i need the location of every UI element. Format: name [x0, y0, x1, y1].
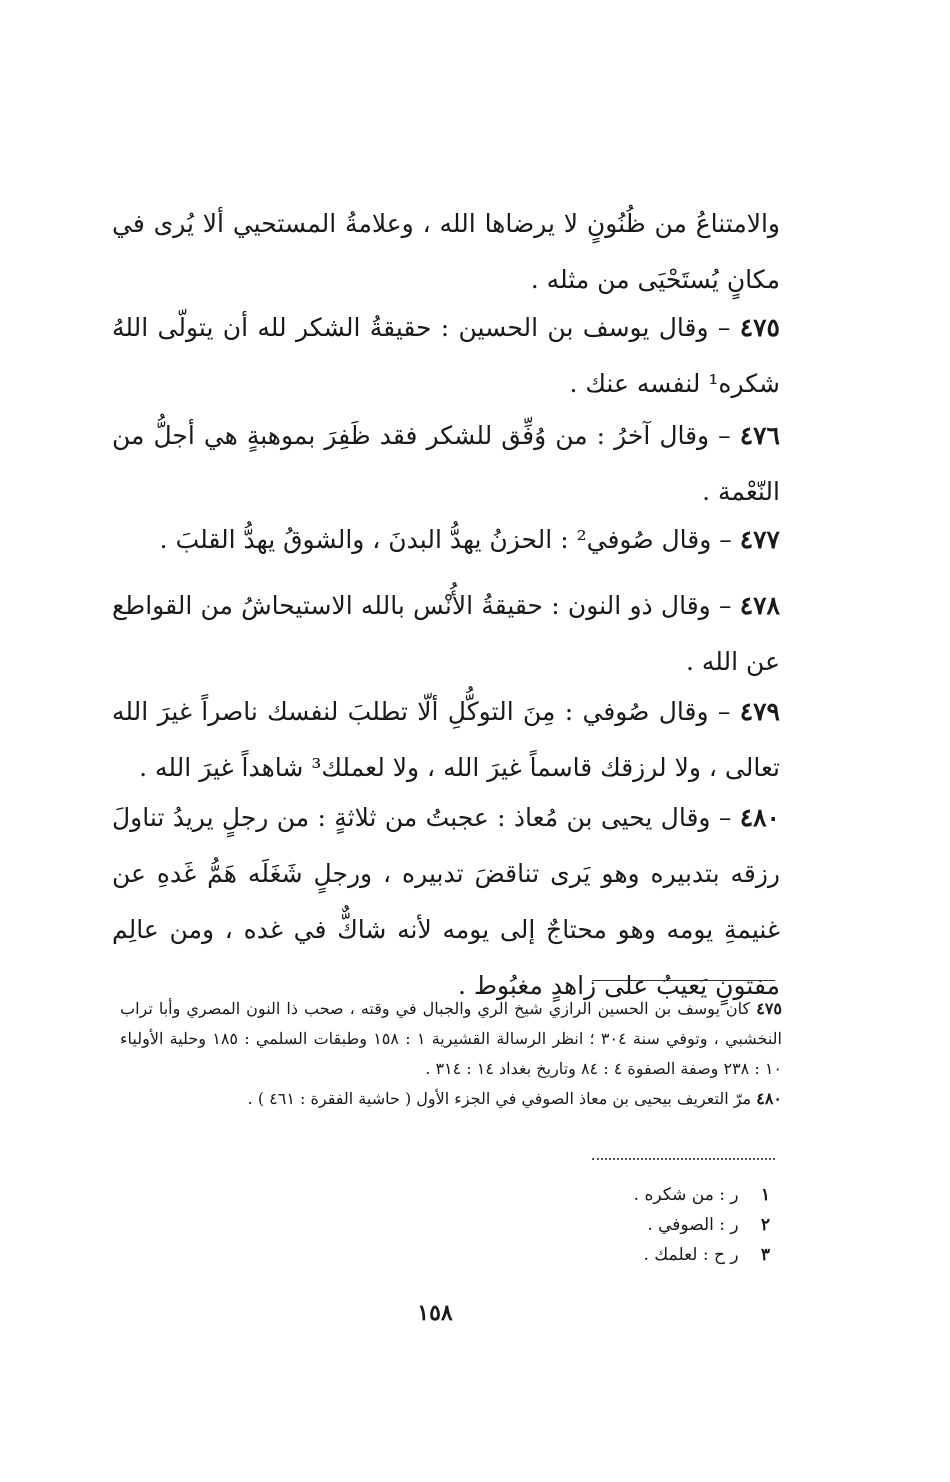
paragraph-478	[112, 578, 780, 690]
variant-text: ر : الصوفي .	[647, 1215, 739, 1235]
paragraph-text: – وقال يوسف بن الحسين : حقيقةُ الشكر لله أن يتولّى اللهُ شكره¹ لنفسه عنك .	[112, 313, 780, 398]
footnote-number: ٤٨٠	[756, 1089, 782, 1108]
paragraph-text: – وقال ذو النون : حقيقةُ الأُنْس بالله الاستيحاشُ من القواطع عن الله .	[112, 591, 780, 676]
page-number: ١٥٨	[417, 1300, 453, 1326]
paragraph-text: – وقال صُوفي² : الحزنُ يهدُّ البدنَ ، والشوقُ يهدُّ القلبَ .	[159, 525, 732, 554]
paragraph-476	[112, 408, 780, 520]
paragraph-number: ٤٨٠	[739, 803, 780, 832]
paragraph-continuation	[112, 196, 780, 308]
paragraph-number: ٤٧٦	[739, 421, 780, 450]
paragraph-477	[112, 512, 780, 568]
paragraph-text: – وقال آخرُ : من وُفِّق للشكر فقد ظَفِرَ بموهبةٍ هي أجلُّ من النّعْمة .	[112, 421, 780, 506]
variant-number: ١	[760, 1185, 770, 1205]
paragraph-number: ٤٧٧	[739, 525, 780, 554]
footnote-separator	[592, 980, 775, 981]
paragraph-text: – وقال يحيى بن مُعاذ : عجبتُ من ثلاثةٍ : من رجلٍ يريدُ تناولَ رزقه بتدبيره وهو يَرى تناقضَ تدبيره ، ورجلٍ شَغَلَه هَمُّ غَدهِ عن غنيمةِ يومه وهو محتاجٌ إلى يومه لأنه شاكٌّ في غده ، ومن عالِم مفتونٍ يَعيبُ على زاهدٍ مغبُوط .	[112, 803, 780, 1000]
paragraph-number: ٤٧٥	[739, 313, 780, 342]
variant-text: ر : من شكره .	[633, 1185, 739, 1205]
variant-item	[560, 1240, 770, 1270]
footnote-item	[120, 994, 782, 1084]
footnote-text: مرّ التعريف بيحيى بن معاذ الصوفي في الجزء الأول ( حاشية الفقرة : ٤٦١ ) .	[247, 1089, 752, 1108]
paragraph-number: ٤٧٩	[739, 697, 780, 726]
paragraph-479	[112, 684, 780, 796]
variant-item	[560, 1180, 770, 1210]
footnote-number: ٤٧٥	[756, 999, 782, 1018]
variant-text: ر ح : لعلمك .	[643, 1245, 739, 1265]
variant-number: ٣	[760, 1245, 770, 1265]
variants-separator	[592, 1158, 775, 1160]
paragraph-number: ٤٧٨	[739, 591, 780, 620]
footnotes	[120, 994, 782, 1114]
variant-number: ٢	[760, 1215, 770, 1235]
paragraph-text: والامتناعُ من ظُنُونٍ لا يرضاها الله ، وعلامةُ المستحيي ألا يُرى في مكانٍ يُستَحْيَى من مثله .	[112, 209, 780, 294]
manuscript-variants	[560, 1180, 770, 1270]
paragraph-text: – وقال صُوفي : مِنَ التوكُّلِ ألّا تطلبَ لنفسك ناصراً غيرَ الله تعالى ، ولا لرزقك قاسماً غيرَ الله ، ولا لعملك³ شاهداً غيرَ الله .	[112, 697, 780, 782]
paragraph-475	[112, 300, 780, 412]
footnote-item	[120, 1084, 782, 1114]
footnote-text: كان يوسف بن الحسين الرازي شيخ الري والجبال في وقته ، صحب ذا النون المصري وأبا تراب النخشبي ، وتوفي سنة ٣٠٤ ؛ انظر الرسالة القشيرية ١ : ١٥٨ وطبقات السلمي : ١٨٥ وحلية الأولياء ١٠ : ٢٣٨ وصفة الصفوة ٤ : ٨٤ وتاريخ بغداد ١٤ : ٣١٤ .	[120, 999, 783, 1078]
variant-item	[560, 1210, 770, 1240]
